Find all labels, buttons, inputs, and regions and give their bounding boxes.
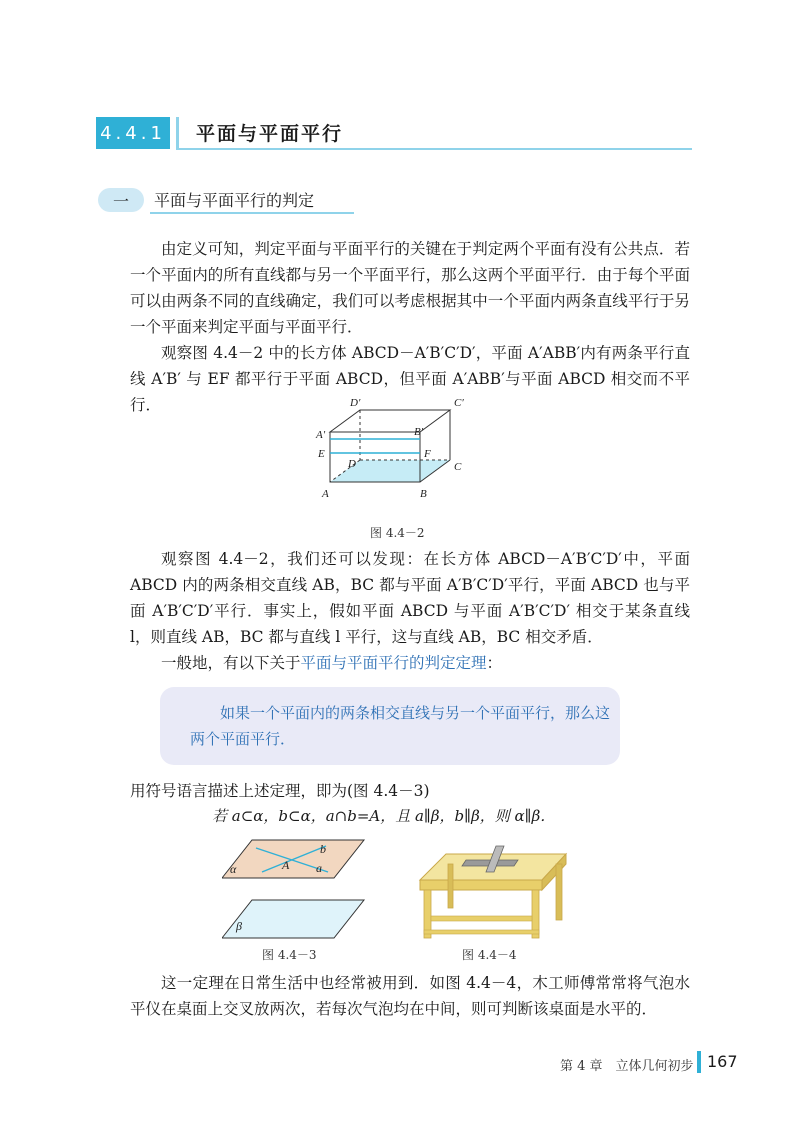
figure-table-levels <box>418 830 568 942</box>
label-a: a <box>316 861 322 875</box>
label-b: b <box>320 842 326 856</box>
subsection-marker: 一 <box>98 188 144 212</box>
label-d: D <box>348 458 356 470</box>
plane-beta <box>222 900 364 938</box>
paragraph-observe-2: 观察图 4.4－2，我们还可以发现：在长方体 ABCD－A′B′C′D′中，平面 ABCD 内的两条相交直线 AB，BC 都与平面 A′B′C′D′平行，平面 ABCD 也与平面 A′B′C′D′平行．事实上，假如平面 ABCD 与平面 A′B′C′D′ 相交于某条直线 l，则直线 AB，BC 都与直线 l 平行，这与直线 AB，BC 相交矛盾． <box>130 550 690 646</box>
figure-cuboid <box>310 392 480 517</box>
section-title: 平面与平面平行 <box>196 123 344 145</box>
label-dp: D′ <box>350 397 361 409</box>
paragraph-theorem-intro <box>130 650 690 676</box>
theorem-text: 如果一个平面内的两条相交直线与另一个平面平行，那么这两个平面平行． <box>190 704 611 748</box>
caption-fig-442: 图 4.4－2 <box>370 526 425 540</box>
section-underline <box>176 148 692 150</box>
label-beta: β <box>236 919 242 933</box>
theorem-intro-text: 一般地，有以下关于 <box>161 654 301 672</box>
page-number: 167 <box>707 1052 738 1071</box>
paragraph-definition: 由定义可知，判定平面与平面平行的关键在于判定两个平面有没有公共点．若一个平面内的所有直线都与另一个平面平行，那么这两个平面平行．由于每个平面可以由两条不同的直线确定，我们可以考虑根据其中一个平面内两条直线平行于另一个平面来判定平面与平面平行． <box>130 240 690 336</box>
label-f: F <box>424 448 431 460</box>
label-A: A <box>282 858 290 872</box>
paragraph-observe-1: 观察图 4.4－2 中的长方体 ABCD－A′B′C′D′，平面 A′ABB′内有两条平行直线 A′B′ 与 EF 都平行于平面 ABCD，但平面 A′ABB′与平面 ABCD 相交而不平行． <box>130 344 690 414</box>
theorem-name: 平面与平面平行的判定定理 <box>300 654 487 672</box>
theorem-intro-colon: ： <box>486 654 503 672</box>
label-ap: A′ <box>316 429 326 441</box>
footer-divider <box>697 1051 701 1073</box>
formula: 若 a⊂α，b⊂α，a∩b=A，且 a∥β，b∥β，则 α∥β． <box>212 807 556 825</box>
caption-fig-444: 图 4.4－4 <box>462 948 517 962</box>
section-number: 4.4.1 <box>96 117 170 149</box>
label-e: E <box>318 448 325 460</box>
caption-fig-443: 图 4.4－3 <box>262 948 317 962</box>
paragraph-symbolic: 用符号语言描述上述定理，即为(图 4.4－3) <box>130 782 430 800</box>
label-c: C <box>454 461 462 473</box>
subsection-underline <box>150 212 354 214</box>
footer-chapter: 第 4 章 立体几何初步 <box>560 1059 694 1074</box>
label-a: A <box>322 488 329 500</box>
subsection-title: 平面与平面平行的判定 <box>154 191 315 210</box>
section-header-divider <box>176 117 179 150</box>
figure-parallel-planes <box>222 838 367 942</box>
table-leg <box>556 864 562 920</box>
label-bp: B′ <box>414 426 424 438</box>
label-cp: C′ <box>454 397 464 409</box>
paragraph-application: 这一定理在日常生活中也经常被用到．如图 4.4－4，木工师傅常常将气泡水平仪在桌面上交叉放两次，若每次气泡均在中间，则可判断该桌面是水平的． <box>130 974 690 1018</box>
label-alpha: α <box>230 862 237 876</box>
label-b: B <box>420 488 427 500</box>
